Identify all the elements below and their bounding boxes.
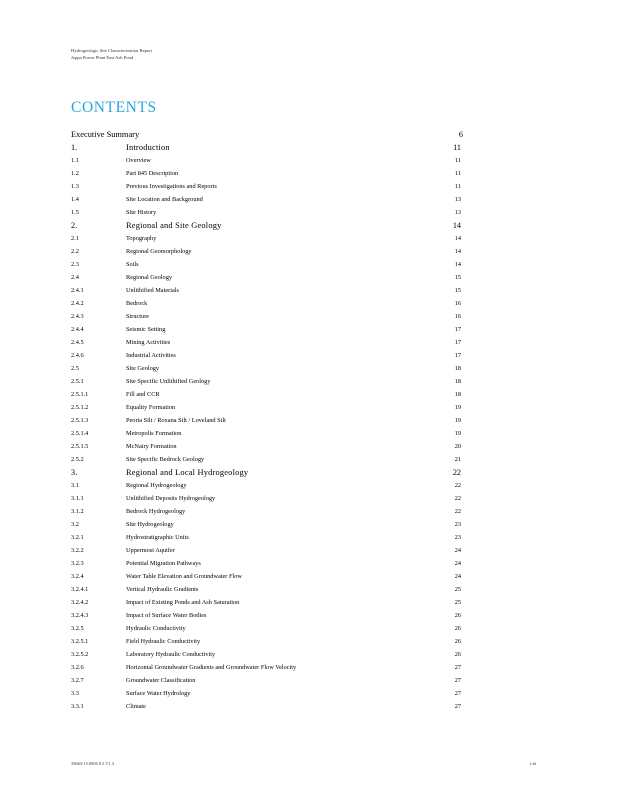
toc-entry-page[interactable]: 17 [454,326,461,333]
toc-entry-number: 3.2.6 [71,664,84,671]
toc-entry-page[interactable]: 17 [454,352,461,359]
toc-entry-page[interactable]: 23 [454,521,461,528]
toc-entry[interactable] [71,648,465,661]
toc-entry-number: 3.1 [71,482,79,489]
toc-entry[interactable] [71,479,465,492]
footer-document-code: 35663-15.0004 0.5 V1.3 [71,761,114,766]
toc-entry-label[interactable]: Site History [126,209,157,216]
toc-entry-page[interactable]: 14 [454,248,461,255]
toc-entry-number: 3.2.4.2 [71,599,89,606]
toc-entry-label[interactable]: Site Hydrogeology [126,521,174,528]
toc-entry-label[interactable]: Unlithified Deposits Hydrogeology [126,495,216,502]
toc-entry[interactable] [71,362,465,375]
toc-entry-number: 2.5.2 [71,456,84,463]
toc-entry-page[interactable]: 14 [454,235,461,242]
toc-entry-number: 2.5.1.2 [71,404,89,411]
toc-entry-label[interactable]: Previous Investigations and Reports [126,183,217,190]
toc-entry-page[interactable]: 17 [454,339,461,346]
toc-entry[interactable] [71,193,465,206]
toc-entry-number: 1. [71,143,78,152]
toc-entry[interactable] [71,180,465,193]
toc-entry[interactable] [71,583,465,596]
toc-entry-number: 2.1 [71,235,79,242]
toc-entry-number: 3.2.4.3 [71,612,89,619]
toc-entry[interactable] [71,674,465,687]
toc-entry[interactable] [71,687,465,700]
toc-entry-label[interactable]: Bedrock Hydrogeology [126,508,186,515]
toc-entry-page[interactable]: 19 [454,417,461,424]
toc-entry-page[interactable]: 11 [454,157,461,164]
toc-entry-label[interactable]: Impact of Existing Ponds and Ash Saturation [126,599,240,606]
toc-entry-label[interactable]: Part 845 Description [126,170,179,177]
toc-entry[interactable] [71,453,465,466]
toc-entry-number: 3.1.2 [71,508,84,515]
toc-entry[interactable] [71,492,465,505]
page-title: CONTENTS [71,99,157,116]
toc-entry-label[interactable]: Soils [126,261,139,268]
toc-entry-page[interactable]: 11 [454,183,461,190]
toc-entry-number: 3.3 [71,690,79,697]
toc-entry[interactable] [71,544,465,557]
toc-entry-number: 1.1 [71,157,79,164]
toc-entry-page[interactable]: 6 [458,130,463,139]
toc-entry-label[interactable]: Metropolis Formation [126,430,182,437]
toc-entry-page[interactable]: 22 [452,468,461,477]
toc-entry[interactable] [71,596,465,609]
toc-entry-label[interactable]: Unlithified Materials [126,287,179,294]
toc-entry-number: 1.3 [71,183,79,190]
toc-entry-page[interactable]: 18 [454,378,461,385]
toc-entry[interactable] [71,232,465,245]
toc-entry-page[interactable]: 26 [454,651,461,658]
toc-entry-label[interactable]: Introduction [126,143,170,152]
toc-entry-number: 3.2 [71,521,79,528]
toc-entry[interactable] [71,349,465,362]
toc-entry-page[interactable]: 14 [452,221,461,230]
toc-entry-page[interactable]: 27 [454,690,461,697]
toc-entry-number: 3.2.4 [71,573,84,580]
toc-entry-page[interactable]: 16 [454,313,461,320]
toc-entry-label[interactable]: Horizontal Groundwater Gradients and Groundwater Flow Velocity [126,664,297,671]
toc-entry-number: 2. [71,221,78,230]
table-of-contents [71,128,465,713]
toc-entry-number: 2.5.1.3 [71,417,89,424]
toc-entry-page[interactable]: 13 [454,196,461,203]
toc-entry-page[interactable]: 26 [454,625,461,632]
toc-entry-number: 3.2.2 [71,547,84,554]
toc-entry-label[interactable]: Regional and Local Hydrogeology [126,468,249,477]
toc-entry-number: 2.4.5 [71,339,84,346]
toc-entry-label[interactable]: Regional Geomorphology [126,248,192,255]
toc-entry-label[interactable]: Impact of Surface Water Bodies [126,612,207,619]
toc-entry[interactable] [71,661,465,674]
toc-entry-number: 2.5.1.4 [71,430,89,437]
toc-entry-page[interactable]: 20 [454,443,461,450]
toc-entry-number: 2.4.2 [71,300,84,307]
toc-entry[interactable] [71,466,465,479]
toc-entry[interactable] [71,310,465,323]
toc-entry-number: 2.4.1 [71,287,84,294]
toc-entry-label[interactable]: Executive Summary [71,130,140,139]
toc-entry-number: 2.5.1.5 [71,443,89,450]
toc-entry-label[interactable]: Water Table Elevation and Groundwater Flow [126,573,242,580]
toc-entry-label[interactable]: Uppermost Aquifer [126,547,175,554]
toc-entry[interactable] [71,206,465,219]
toc-entry-number: 3.2.5 [71,625,84,632]
toc-entry-page[interactable]: 19 [454,430,461,437]
toc-entry-label[interactable]: Regional Hydrogeology [126,482,187,489]
toc-entry-page[interactable]: 15 [454,287,461,294]
toc-entry[interactable] [71,297,465,310]
toc-entry-page[interactable]: 21 [454,456,461,463]
toc-entry[interactable] [71,336,465,349]
toc-entry[interactable] [71,635,465,648]
toc-entry-number: 1.2 [71,170,79,177]
toc-entry-label[interactable]: Topography [126,235,157,242]
toc-entry-number: 2.2 [71,248,79,255]
toc-entry-number: 1.4 [71,196,79,203]
toc-entry-page[interactable]: 22 [454,495,461,502]
toc-entry-label[interactable]: Peoria Silt / Roxana Silt / Loveland Silt [126,417,226,424]
toc-entry-page[interactable]: 27 [454,664,461,671]
toc-entry-number: 3.2.3 [71,560,84,567]
toc-entry-page[interactable]: 11 [453,143,461,152]
toc-entry-page[interactable]: 26 [454,638,461,645]
toc-entry-page[interactable]: 27 [454,677,461,684]
toc-entry-label[interactable]: Surface Water Hydrology [126,690,191,697]
toc-entry[interactable] [71,440,465,453]
toc-entry-number: 2.3 [71,261,79,268]
toc-entry-label[interactable]: Site Specific Unlithified Geology [126,378,211,385]
toc-entry-label[interactable]: Fill and CCR [126,391,160,398]
toc-entry-number: 2.4.3 [71,313,84,320]
toc-entry-page[interactable]: 16 [454,300,461,307]
toc-entry-number: 3. [71,468,78,477]
toc-entry-number: 3.2.7 [71,677,84,684]
toc-entry-label[interactable]: Climate [126,703,146,710]
toc-entry[interactable] [71,128,465,141]
toc-entry[interactable] [71,258,465,271]
toc-entry-label[interactable]: Industrial Activities [126,352,176,359]
toc-entry-label[interactable]: Hydrostratigraphic Units [126,534,189,541]
toc-entry[interactable] [71,427,465,440]
toc-entry-number: 3.2.5.1 [71,638,89,645]
toc-entry[interactable] [71,375,465,388]
toc-entry-page[interactable]: 24 [454,547,461,554]
running-header [71,47,152,61]
toc-entry-number: 2.4 [71,274,79,281]
toc-entry-page[interactable]: 23 [454,534,461,541]
toc-entry-number: 2.4.4 [71,326,84,333]
toc-entry[interactable] [71,609,465,622]
header-line-1: Hydrogeologic Site Characterization Report [71,48,153,53]
toc-entry-number: 2.5 [71,365,79,372]
toc-entry-number: 3.2.4.1 [71,586,89,593]
toc-entry-label[interactable]: Regional and Site Geology [126,221,222,230]
toc-entry-label[interactable]: Hydraulic Conductivity [126,625,186,632]
toc-entry-label[interactable]: Mining Activities [126,339,171,346]
toc-entry-number: 2.4.6 [71,352,84,359]
toc-entry[interactable] [71,557,465,570]
toc-entry[interactable] [71,388,465,401]
toc-entry-label[interactable]: Laboratory Hydraulic Conductivity [126,651,216,658]
toc-entry[interactable] [71,141,465,154]
toc-entry[interactable] [71,622,465,635]
toc-entry-page[interactable]: 18 [454,391,461,398]
header-line-2: Joppa Power Plant East Ash Pond [71,55,134,60]
toc-entry-label[interactable]: Field Hydraulic Conductivity [126,638,201,645]
footer-page-number: i-iii [530,761,537,766]
toc-entry[interactable] [71,414,465,427]
toc-entry-number: 3.2.5.2 [71,651,89,658]
toc-entry-label[interactable]: Vertical Hydraulic Gradients [126,586,199,593]
toc-entry-label[interactable]: Groundwater Classification [126,677,196,684]
toc-entry-page[interactable]: 14 [454,261,461,268]
toc-entry-page[interactable]: 27 [454,703,461,710]
toc-entry-page[interactable]: 24 [454,573,461,580]
toc-entry-page[interactable]: 25 [454,586,461,593]
toc-entry-number: 3.3.1 [71,703,84,710]
toc-entry[interactable] [71,531,465,544]
toc-entry-label[interactable]: Site Location and Background [126,196,203,203]
toc-entry-label[interactable]: Bedrock [126,300,148,307]
toc-entry-label[interactable]: Site Geology [126,365,160,372]
toc-entry-number: 3.1.1 [71,495,84,502]
toc-entry[interactable] [71,518,465,531]
toc-entry[interactable] [71,323,465,336]
toc-entry-page[interactable]: 19 [454,404,461,411]
toc-entry-number: 1.5 [71,209,79,216]
toc-entry[interactable] [71,245,465,258]
toc-entry-page[interactable]: 15 [454,274,461,281]
toc-entry-page[interactable]: 18 [454,365,461,372]
toc-entry-page[interactable]: 25 [454,599,461,606]
toc-entry-label[interactable]: Potential Migration Pathways [126,560,201,567]
toc-entry-page[interactable]: 11 [454,170,461,177]
toc-entry-label[interactable]: Site Specific Bedrock Geology [126,456,205,463]
toc-entry[interactable] [71,700,465,713]
toc-entry[interactable] [71,271,465,284]
toc-entry[interactable] [71,154,465,167]
toc-entry-page[interactable]: 24 [454,560,461,567]
toc-entry-label[interactable]: McNairy Formation [126,443,177,450]
toc-entry-label[interactable]: Overview [126,157,151,164]
toc-entry-number: 2.5.1.1 [71,391,89,398]
toc-entry-label[interactable]: Regional Geology [126,274,172,281]
toc-entry[interactable] [71,570,465,583]
toc-entry[interactable] [71,167,465,180]
toc-entry-page[interactable]: 22 [454,508,461,515]
toc-entry[interactable] [71,401,465,414]
toc-entry-label[interactable]: Structure [126,313,150,320]
toc-entry-page[interactable]: 22 [454,482,461,489]
toc-entry-label[interactable]: Seismic Setting [126,326,166,333]
toc-entry[interactable] [71,219,465,232]
toc-entry-label[interactable]: Equality Formation [126,404,176,411]
toc-entry-page[interactable]: 26 [454,612,461,619]
toc-entry-number: 3.2.1 [71,534,84,541]
toc-entry[interactable] [71,505,465,518]
toc-entry[interactable] [71,284,465,297]
toc-entry-number: 2.5.1 [71,378,84,385]
toc-entry-page[interactable]: 13 [454,209,461,216]
